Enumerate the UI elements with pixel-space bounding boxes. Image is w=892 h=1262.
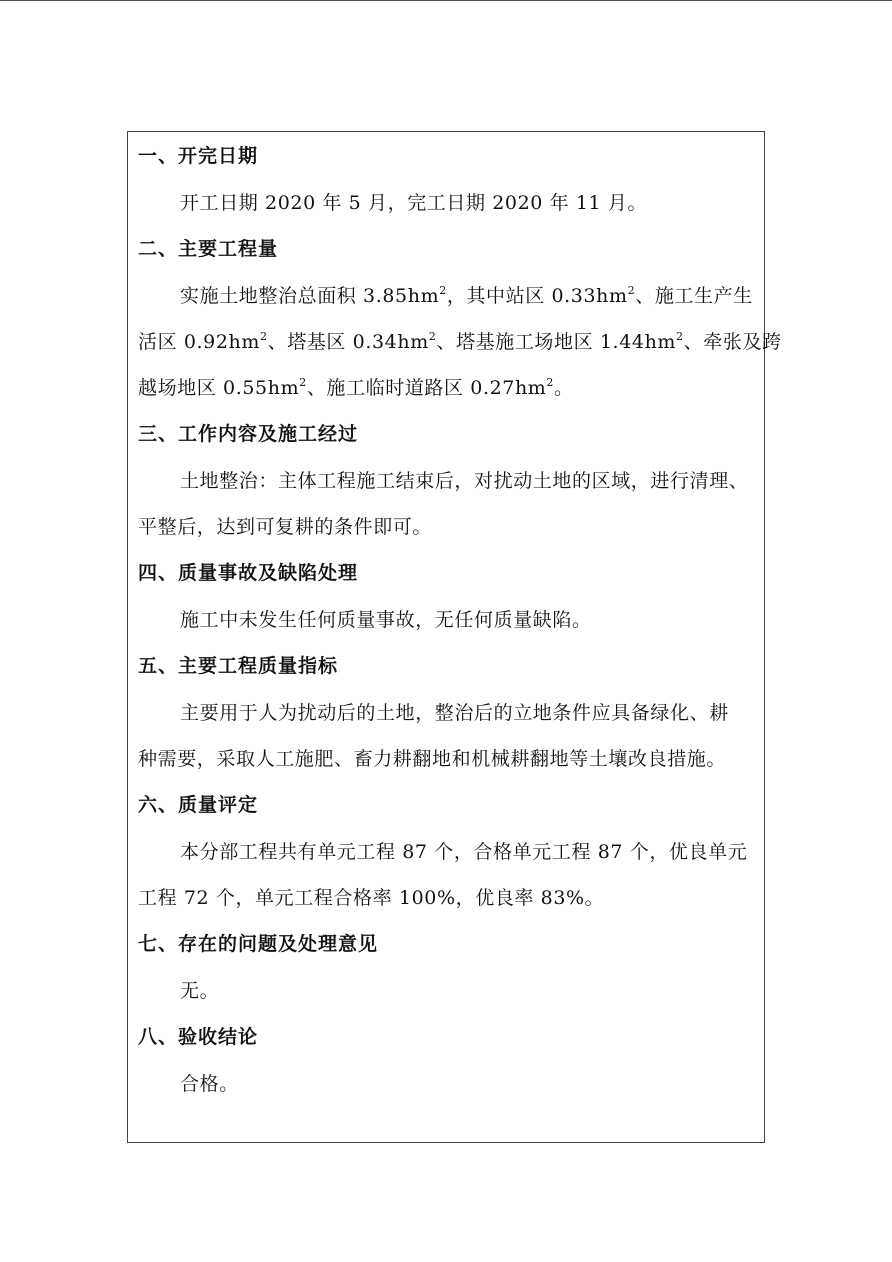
section-heading: 六、质量评定 [138, 794, 259, 816]
acceptance-form-box [127, 131, 782, 1143]
text-run: 、塔基施工场地区 1.44hm [436, 331, 677, 353]
superscript: 2 [260, 330, 268, 343]
text-run: 。 [554, 377, 574, 399]
body-line: 本分部工程共有单元工程 87 个，合格单元工程 87 个，优良单元 [180, 841, 748, 863]
section-quality-indicators [138, 643, 756, 782]
section-quality-assessment [138, 782, 756, 921]
body-line [138, 273, 756, 319]
body-line: 合格。 [180, 1073, 239, 1095]
body-line: 无。 [180, 980, 220, 1002]
page-top-border [0, 0, 892, 1]
body-line: 平整后，达到可复耕的条件即可。 [138, 516, 433, 538]
text-run: 、牵张及跨 [683, 331, 782, 353]
section-quality-incidents [138, 550, 756, 643]
body-line: 开工日期 2020 年 5 月，完工日期 2020 年 11 月。 [180, 192, 648, 214]
superscript: 2 [627, 284, 636, 297]
section-start-end-dates [138, 133, 756, 226]
body-line: 种需要，采取人工施肥、畜力耕翻地和机械耕翻地等土壤改良措施。 [138, 748, 727, 770]
section-problems [138, 921, 756, 1014]
section-main-quantities [138, 226, 782, 411]
superscript: 2 [299, 376, 307, 389]
section-heading: 五、主要工程质量指标 [138, 655, 339, 677]
text-run: 、施工生产生 [635, 285, 753, 307]
body-line: 施工中未发生任何质量事故，无任何质量缺陷。 [180, 609, 592, 631]
text-run: 、塔基区 0.34hm [267, 331, 429, 353]
superscript: 2 [428, 330, 437, 343]
section-heading: 三、工作内容及施工经过 [138, 423, 359, 445]
body-line: 土地整治：主体工程施工结束后，对扰动土地的区域，进行清理、 [180, 470, 749, 492]
text-run: 越场地区 0.55hm [138, 377, 300, 399]
text-run: 、施工临时道路区 0.27hm [306, 377, 547, 399]
section-heading: 一、开完日期 [138, 145, 259, 167]
superscript: 2 [676, 330, 684, 343]
body-line: 工程 72 个，单元工程合格率 100%，优良率 83%。 [138, 887, 605, 909]
body-line [138, 365, 756, 411]
text-run: 活区 0.92hm [138, 331, 260, 353]
superscript: 2 [546, 376, 555, 389]
body-line: 主要用于人为扰动后的土地，整治后的立地条件应具备绿化、耕 [180, 702, 729, 724]
section-heading: 八、验收结论 [138, 1026, 259, 1048]
section-heading: 四、质量事故及缺陷处理 [138, 562, 359, 584]
section-heading: 二、主要工程量 [138, 238, 279, 260]
text-run: ，其中站区 0.33hm [446, 285, 628, 307]
section-work-content [138, 411, 756, 550]
section-heading: 七、存在的问题及处理意见 [138, 933, 379, 955]
section-acceptance-conclusion [138, 1014, 756, 1107]
superscript: 2 [439, 284, 447, 297]
text-run: 实施土地整治总面积 3.85hm [180, 285, 440, 307]
body-line [138, 319, 782, 365]
